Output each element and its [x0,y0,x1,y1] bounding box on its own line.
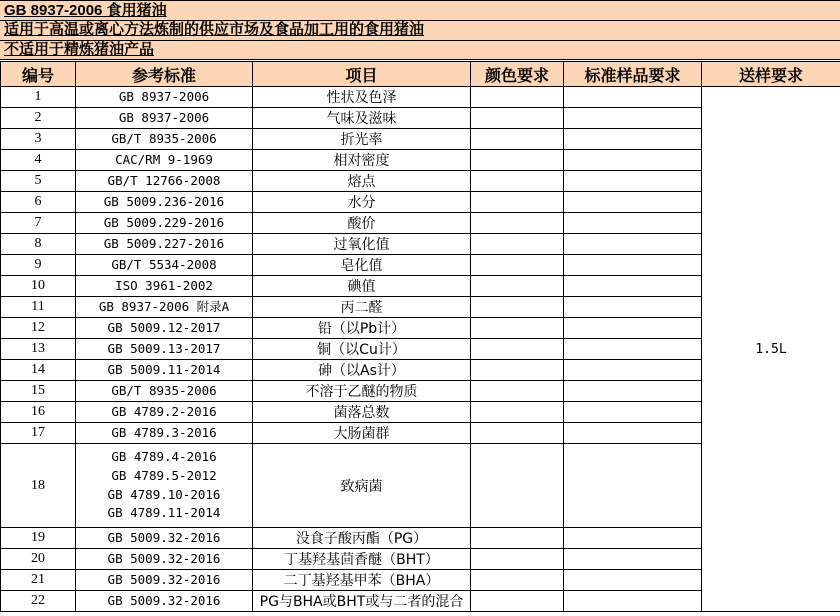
reference-standard-cell[interactable] [76,318,253,339]
test-item-cell[interactable]: 不溶于乙醚的物质 [253,381,471,402]
standard-sample-requirement-cell[interactable] [564,339,702,360]
reference-standard-cell[interactable] [76,549,253,570]
color-requirement-cell[interactable] [471,444,564,528]
standard-code: GB 4789.2-2016 [111,403,217,419]
test-item-cell[interactable]: 性状及色泽 [253,87,471,108]
reference-standard-cell[interactable] [76,444,253,528]
test-item-cell[interactable]: 致病菌 [253,444,471,528]
row-number-cell[interactable]: 7 [1,213,76,234]
test-item-cell[interactable]: 碘值 [253,276,471,297]
standard-sample-requirement-cell[interactable] [564,297,702,318]
standard-sample-requirement-cell[interactable] [564,549,702,570]
standard-sample-requirement-cell[interactable] [564,591,702,612]
row-number-cell[interactable]: 5 [1,171,76,192]
color-requirement-cell[interactable] [471,129,564,150]
col-header-number[interactable]: 编号 [1,62,76,87]
col-header-standard-sample-requirement[interactable]: 标准样品要求 [564,62,702,87]
test-item-cell[interactable]: 皂化值 [253,255,471,276]
standard-sample-requirement-cell[interactable] [564,381,702,402]
standard-code: GB 8937-2006 附录A [98,298,230,314]
color-requirement-cell[interactable] [471,255,564,276]
test-item-cell[interactable]: 菌落总数 [253,402,471,423]
row-number-cell[interactable]: 11 [1,297,76,318]
standard-code: GB 8937-2006 [118,88,210,104]
color-requirement-cell[interactable] [471,381,564,402]
reference-standard-cell[interactable] [76,192,253,213]
color-requirement-cell[interactable] [471,213,564,234]
test-item-cell[interactable]: PG与BHA或BHT或与二者的混合 [253,591,471,612]
reference-standard-cell[interactable] [76,570,253,591]
standard-sample-requirement-cell[interactable] [564,171,702,192]
test-item-cell[interactable]: 相对密度 [253,150,471,171]
standard-sample-requirement-cell[interactable] [564,360,702,381]
reference-standard-cell[interactable] [76,108,253,129]
color-requirement-cell[interactable] [471,108,564,129]
row-number-cell[interactable]: 20 [1,549,76,570]
color-requirement-cell[interactable] [471,318,564,339]
test-item-cell[interactable]: 气味及滋味 [253,108,471,129]
test-item-cell[interactable]: 折光率 [253,129,471,150]
reference-standard-cell[interactable] [76,360,253,381]
color-requirement-cell[interactable] [471,570,564,591]
reference-standard-cell[interactable] [76,234,253,255]
standard-sample-requirement-cell[interactable] [564,423,702,444]
standard-code: GB/T 5534-2008 [111,256,217,272]
standard-code: GB 4789.10-2016 [107,486,221,502]
standard-sample-requirement-cell[interactable] [564,276,702,297]
reference-standard-cell[interactable] [76,297,253,318]
row-number-cell[interactable]: 21 [1,570,76,591]
scope-text: 适用于高温或离心方法炼制的供应市场及食品加工用的食用猪油 [4,22,425,38]
standard-sample-requirement-cell[interactable] [564,234,702,255]
standard-code: GB/T 12766-2008 [107,172,221,188]
col-header-color-requirement[interactable]: 颜色要求 [471,62,564,87]
color-requirement-cell[interactable] [471,528,564,549]
row-number-cell[interactable]: 17 [1,423,76,444]
standard-code: ISO 3961-2002 [115,277,213,293]
test-item-cell[interactable]: 酸价 [253,213,471,234]
row-number-cell[interactable]: 16 [1,402,76,423]
standard-code: GB 5009.32-2016 [107,529,221,545]
standard-code: GB 5009.32-2016 [107,592,221,608]
standard-sample-requirement-cell[interactable] [564,570,702,591]
color-requirement-cell[interactable] [471,549,564,570]
standard-code: GB/T 8935-2006 [111,382,217,398]
test-item-cell[interactable]: 水分 [253,192,471,213]
reference-standard-cell[interactable] [76,129,253,150]
row-number-cell[interactable]: 8 [1,234,76,255]
reference-standard-cell[interactable] [76,171,253,192]
standard-code: GB 4789.4-2016 [111,448,217,464]
standard-code: GB/T 8935-2006 [111,130,217,146]
reference-standard-cell[interactable] [76,528,253,549]
standard-sample-requirement-cell[interactable] [564,255,702,276]
standard-code: GB 5009.32-2016 [107,550,221,566]
standard-code: GB 5009.12-2017 [107,319,221,335]
reference-standard-cell[interactable] [76,381,253,402]
test-item-cell[interactable]: 过氧化值 [253,234,471,255]
exclusion-text: 不适用于精炼猪油产品 [4,42,155,58]
test-item-cell[interactable]: 二丁基羟基甲苯（BHA） [253,570,471,591]
table-body [1,87,840,612]
standard-sample-requirement-cell[interactable] [564,318,702,339]
color-requirement-cell[interactable] [471,591,564,612]
color-requirement-cell[interactable] [471,360,564,381]
standard-sample-requirement-cell[interactable] [564,213,702,234]
standard-sample-requirement-cell[interactable] [564,192,702,213]
color-requirement-cell[interactable] [471,150,564,171]
color-requirement-cell[interactable] [471,234,564,255]
row-number-cell[interactable]: 22 [1,591,76,612]
test-item-cell[interactable]: 没食子酸丙酯（PG） [253,528,471,549]
row-number-cell[interactable]: 9 [1,255,76,276]
row-number-cell[interactable]: 18 [1,444,76,528]
standard-code: GB 5009.227-2016 [103,235,225,251]
row-number-cell[interactable]: 4 [1,150,76,171]
row-number-cell[interactable]: 2 [1,108,76,129]
test-item-cell[interactable]: 铜（以Cu计） [253,339,471,360]
col-header-reference-standard[interactable]: 参考标准 [76,62,253,87]
color-requirement-cell[interactable] [471,192,564,213]
row-number-cell[interactable]: 14 [1,360,76,381]
reference-standard-cell[interactable] [76,87,253,108]
test-item-cell[interactable]: 大肠菌群 [253,423,471,444]
test-item-cell[interactable]: 丙二醛 [253,297,471,318]
standard-sample-requirement-cell[interactable] [564,150,702,171]
row-number-cell[interactable]: 19 [1,528,76,549]
color-requirement-cell[interactable] [471,297,564,318]
reference-standard-cell[interactable] [76,213,253,234]
standard-code: GB 5009.11-2014 [107,361,221,377]
color-requirement-cell[interactable] [471,171,564,192]
standard-code: GB 4789.11-2014 [107,505,221,521]
standard-sample-requirement-cell[interactable] [564,129,702,150]
standard-sample-requirement-cell[interactable] [564,444,702,528]
color-requirement-cell[interactable] [471,402,564,423]
row-number-cell[interactable]: 1 [1,87,76,108]
reference-standard-cell[interactable] [76,402,253,423]
row-number-cell[interactable]: 12 [1,318,76,339]
row-number-cell[interactable]: 13 [1,339,76,360]
requirements-table [0,61,840,612]
standard-code: GB 5009.236-2016 [103,193,225,209]
standard-sample-requirement-cell[interactable] [564,108,702,129]
color-requirement-cell[interactable] [471,423,564,444]
row-number-cell[interactable]: 10 [1,276,76,297]
standard-sample-requirement-cell[interactable] [564,528,702,549]
reference-standard-cell[interactable] [76,150,253,171]
reference-standard-cell[interactable] [76,276,253,297]
table-row [1,87,840,108]
scope-banner[interactable] [0,20,840,40]
row-number-cell[interactable]: 6 [1,192,76,213]
standard-sample-requirement-cell[interactable] [564,402,702,423]
col-header-sample-submission[interactable]: 送样要求 [702,62,840,87]
color-requirement-cell[interactable] [471,276,564,297]
row-number-cell[interactable]: 15 [1,381,76,402]
sample-submission-cell[interactable]: 1.5L [702,87,840,612]
standard-code: GB 8937-2006 [118,109,210,125]
standard-sample-requirement-cell[interactable] [564,87,702,108]
reference-standard-cell[interactable] [76,255,253,276]
reference-standard-cell[interactable] [76,423,253,444]
color-requirement-cell[interactable] [471,87,564,108]
row-number-cell[interactable]: 3 [1,129,76,150]
standard-code: CAC/RM 9-1969 [115,151,213,167]
col-header-item[interactable]: 项目 [253,62,471,87]
standard-code: GB 4789.5-2012 [111,467,217,483]
exclusion-banner[interactable] [0,40,840,60]
title-banner[interactable] [0,0,840,20]
standard-code: GB 5009.13-2017 [107,340,221,356]
test-item-cell[interactable]: 丁基羟基茴香醚（BHT） [253,549,471,570]
test-item-cell[interactable]: 砷（以As计） [253,360,471,381]
reference-standard-cell[interactable] [76,591,253,612]
standard-title: GB 8937-2006 食用猪油 [4,2,167,19]
color-requirement-cell[interactable] [471,339,564,360]
standard-code: GB 5009.32-2016 [107,571,221,587]
test-item-cell[interactable]: 熔点 [253,171,471,192]
header-row [1,62,840,87]
standard-code: GB 4789.3-2016 [111,424,217,440]
reference-standard-cell[interactable] [76,339,253,360]
standard-code: GB 5009.229-2016 [103,214,225,230]
test-item-cell[interactable]: 铅（以Pb计） [253,318,471,339]
